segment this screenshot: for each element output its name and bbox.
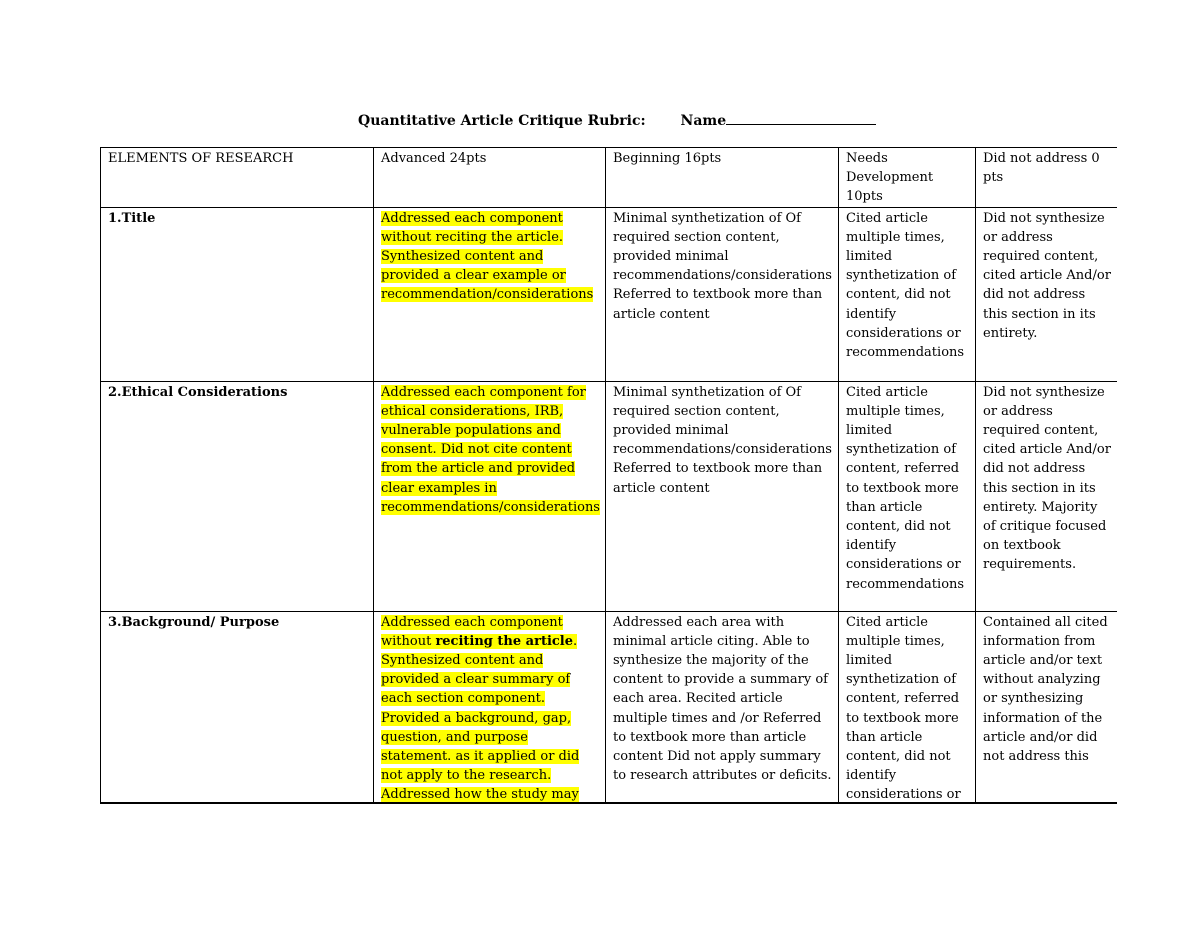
advanced-text-part: . Synthesized content and provided a clear summary of each section component. Provided a background, gap, question, and purpose statement. as it applied or did not apply to the research. Addressed how the study may [381,633,580,803]
column-header-needs-development: Needs Development 10pts [839,148,976,208]
advanced-text-part: Addressed each component without [381,614,563,649]
needs-development-cell: Cited article multiple times, limited synthetization of content, did not identify considerations or recommendations [839,207,976,381]
table-row [101,207,1118,381]
beginning-cell: Addressed each area with minimal article citing. Able to synthesize the majority of the content to provide a summary of each area. Recited article multiple times and /or Referred to textbook more than article content Did not apply summary to research attributes or deficits. [606,611,839,804]
needs-development-cell: Cited article multiple times, limited synthetization of content, referred to textbook more than article content, did not identify considerations or [839,611,976,804]
column-header-elements: ELEMENTS OF RESEARCH [101,148,374,208]
did-not-address-cell: Contained all cited information from article and/or text without analyzing or synthesizing information of the article and/or did not address this [976,611,1118,804]
rubric-table [100,147,1117,804]
column-header-did-not-address: Did not address 0 pts [976,148,1118,208]
column-header-advanced: Advanced 24pts [374,148,606,208]
rubric-title: Quantitative Article Critique Rubric: [358,113,646,129]
advanced-cell [374,207,606,381]
did-not-address-cell: Did not synthesize or address required content, cited article And/or did not address this section in its entirety. [976,207,1118,381]
needs-development-cell: Cited article multiple times, limited synthetization of content, referred to textbook more than article content, did not identify considerations or recommendations [839,381,976,611]
beginning-cell: Minimal synthetization of Of required section content, provided minimal recommendations/considerations Referred to textbook more than article content [606,381,839,611]
name-field [681,113,877,129]
element-label-background [101,611,374,804]
table-row [101,381,1118,611]
element-label-title [101,207,374,381]
did-not-address-cell: Did not synthesize or address required content, cited article And/or did not address this section in its entirety. Majority of critique focused on textbook requirements. [976,381,1118,611]
rubric-table-viewport [100,147,1117,804]
column-header-beginning: Beginning 16pts [606,148,839,208]
table-row [101,611,1118,804]
highlighted-text [381,615,579,803]
table-header-row [101,148,1118,208]
highlighted-text: Addressed each component for ethical considerations, IRB, vulnerable populations and consent. Did not cite content from the article and provided clear examples in recommendations/considerations [381,384,600,515]
highlighted-text: Addressed each component without reciting the article. Synthesized content and provided a clear example or recommendation/considerations [381,210,594,303]
advanced-cell [374,381,606,611]
advanced-cell [374,611,606,804]
beginning-cell: Minimal synthetization of Of required section content, provided minimal recommendations/considerations Referred to textbook more than article content [606,207,839,381]
advanced-bold-text: reciting the article [435,633,574,649]
element-label: 1.Title [108,210,156,226]
document-heading [358,111,876,129]
element-label: 2.Ethical Considerations [108,384,288,400]
element-label-ethical [101,381,374,611]
name-label: Name [680,113,727,129]
name-blank-line [726,111,876,125]
element-label: 3.Background/ Purpose [108,614,280,630]
